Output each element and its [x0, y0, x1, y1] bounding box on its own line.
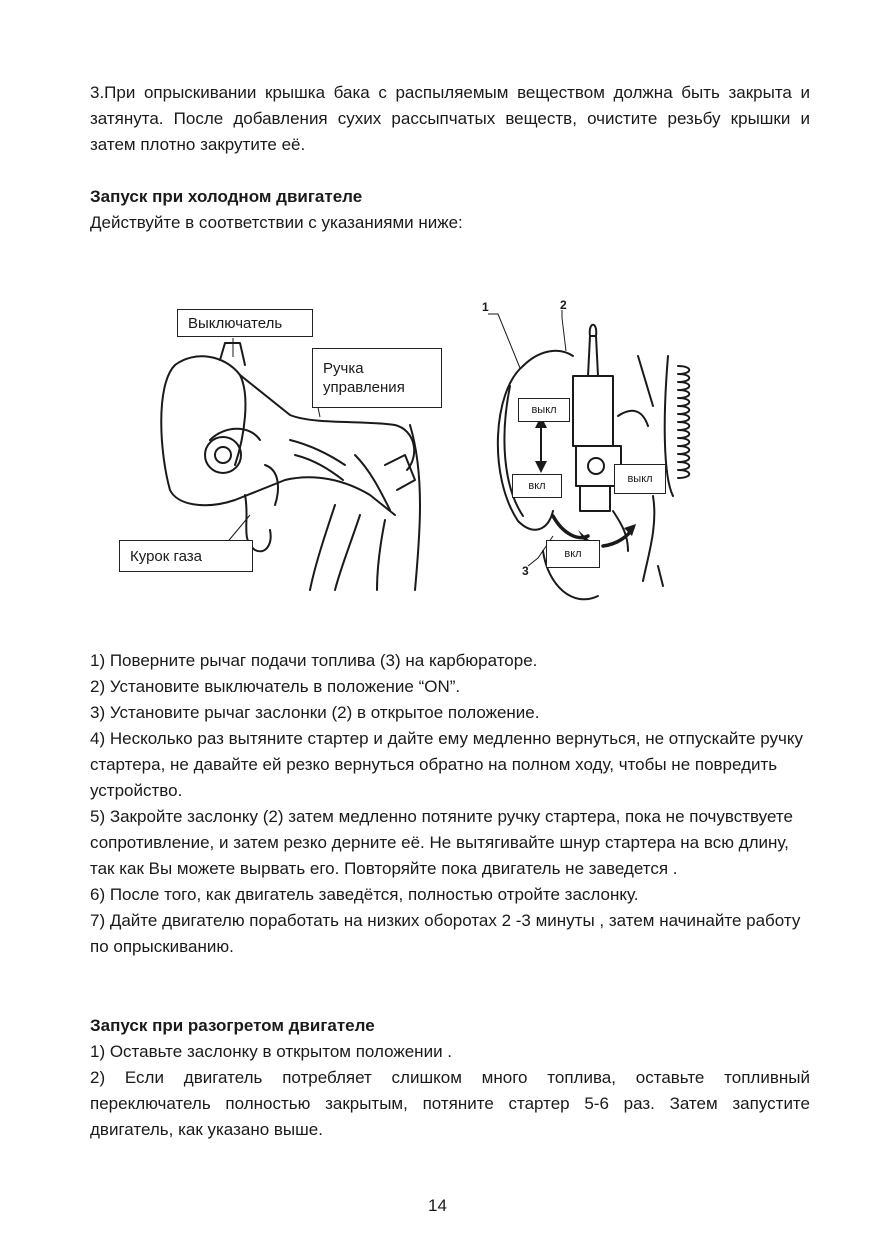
step-3: 3) Установите рычаг заслонки (2) в открытое положение. [90, 703, 540, 722]
trigger-label: Курок газа [119, 540, 253, 572]
step-2: 2) Установите выключатель в положение “ON”. [90, 677, 461, 696]
fuel-on-label: вкл [546, 540, 600, 568]
callout-1: 1 [482, 300, 489, 314]
choke-on-label: вкл [512, 474, 562, 498]
page-number: 14 [428, 1196, 447, 1215]
fuel-off-label: выкл [614, 464, 666, 494]
step-4: 4) Несколько раз вытяните стартер и дайте ему медленно вернуться, не отпускайте ручку стартера, не давайте ей резко вернуться обратно на полном ходу, чтобы не повредить устройство. [90, 729, 803, 800]
choke-off-label: выкл [518, 398, 570, 422]
step-5: 5) Закройте заслонку (2) затем медленно потяните ручку стартера, пока не почувствуете сопротивление, и затем резко дерните её. Не вытягивайте шнур стартера на всю длину, так как Вы можете вырвать его. Повторяйте пока двигатель не заведется . [90, 807, 793, 878]
warm-start-step-2: 2) Если двигатель потребляет слишком много топлива, оставьте топливный переключатель полностью закрытым, потяните стартер 5-6 раз. Затем запустите двигатель, как указано выше. [90, 1068, 810, 1139]
intro-paragraph: 3.При опрыскивании крышка бака с распыляемым веществом должна быть закрыта и затянута. После добавления сухих рассыпчатых веществ, очистите резьбу крышки и затем плотно закрутите её. [90, 83, 810, 154]
handle-figure [115, 305, 455, 595]
carburetor-figure [478, 296, 718, 614]
step-1: 1) Поверните рычаг подачи топлива (3) на карбюраторе. [90, 651, 538, 670]
control-handle-label-line1: Ручка [323, 360, 364, 377]
step-7: 7) Дайте двигателю поработать на низких оборотах 2 -3 минуты , затем начинайте работу по опрыскиванию. [90, 911, 801, 956]
step-6: 6) После того, как двигатель заведётся, полностью отройте заслонку. [90, 885, 639, 904]
cold-start-heading: Запуск при холодном двигателе [90, 187, 363, 206]
cold-start-steps [90, 648, 810, 960]
cold-start-subtitle: Действуйте в соответствии с указаниями ниже: [90, 213, 463, 232]
control-handle-label-line2: управления [323, 379, 405, 396]
warm-start-heading: Запуск при разогретом двигателе [90, 1016, 375, 1035]
callout-3: 3 [522, 564, 529, 578]
callout-2: 2 [560, 298, 567, 312]
warm-start-step-1: 1) Оставьте заслонку в открытом положении . [90, 1042, 453, 1061]
control-handle-label [312, 348, 442, 408]
switch-label: Выключатель [177, 309, 313, 337]
